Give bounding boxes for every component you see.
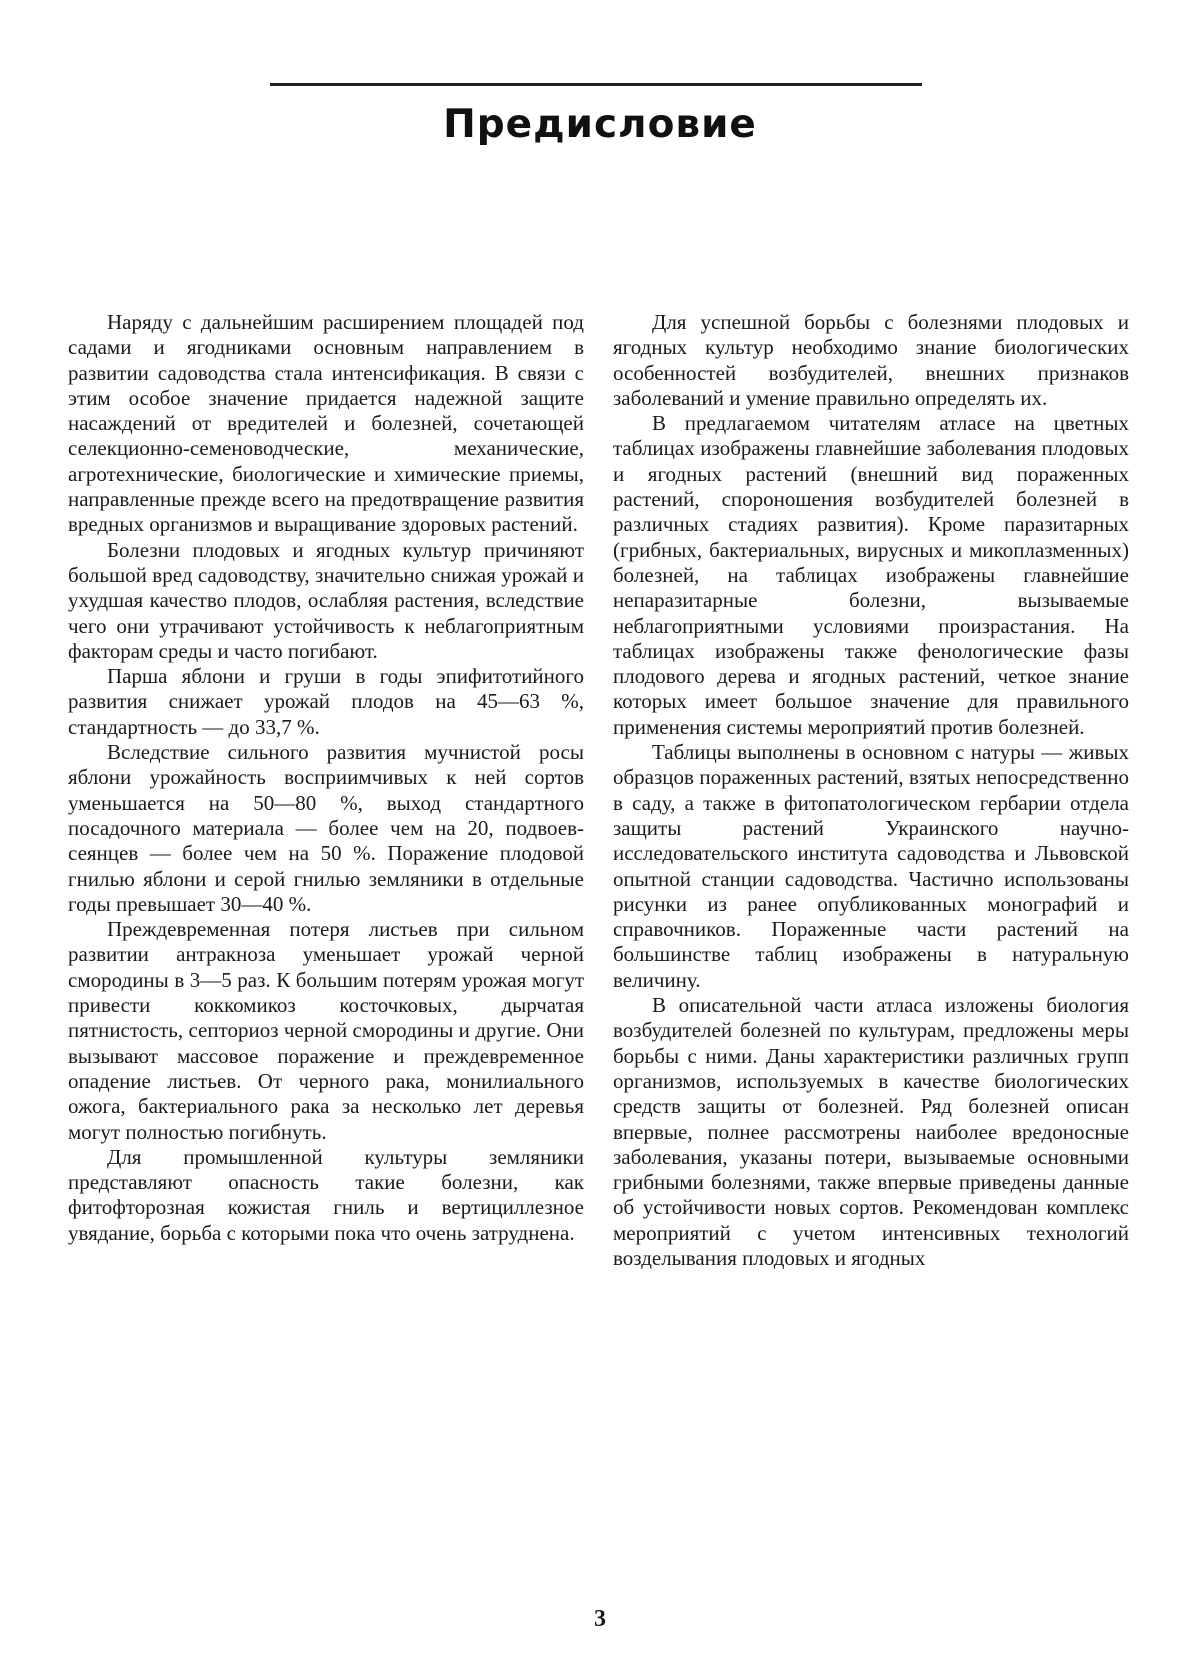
- paragraph: Парша яблони и груши в годы эпифитотийного развития снижает урожай плодов на 45—63 %, стандартность — до 33,7 %.: [68, 664, 584, 739]
- paragraph: В описательной части атласа изложены биология возбудителей болезней по культурам, предложены меры борьбы с ними. Даны характеристики различных групп организмов, используемых в качестве биологических средств защиты от болезней. Ряд болезней описан впервые, полнее рассмотрены наиболее вредоносные заболевания, указаны потери, вызываемые основными грибными болезнями, также впервые приведены данные об устойчивости новых сортов. Рекомендован комплекс мероприятий с учетом интенсивных технологий возделывания плодовых и ягодных: [613, 993, 1129, 1270]
- left-column: [68, 310, 584, 1246]
- paragraph: Для промышленной культуры земляники представляют опасность такие болезни, как фитофторозная кожистая гниль и вертициллезное увядание, борьба с которыми пока что очень затруднена.: [68, 1144, 584, 1245]
- paragraph: В предлагаемом читателям атласе на цветных таблицах изображены главнейшие заболевания плодовых и ягодных растений (внешний вид пораженных растений, спороношения возбудителей болезней в различных стадиях развития). Кроме паразитарных (грибных, бактериальных, вирусных и микоплазменных) болезней, на таблицах изображены главнейшие непаразитарные болезни, вызываемые неблагоприятными условиями произрастания. На таблицах изображены также фенологические фазы плодового дерева и ягодных растений, четкое знание которых имеет большое значение для правильного применения системы мероприятий против болезней.: [613, 411, 1129, 739]
- paragraph: Наряду с дальнейшим расширением площадей под садами и ягодниками основным направлением в развитии садоводства стала интенсификация. В связи с этим особое значение придается надежной защите насаждений от вредителей и болезней, сочетающей селекционно-семеноводческие, механические, агротехнические, биологические и химические приемы, направленные прежде всего на предотвращение развития вредных организмов и выращивание здоровых растений.: [68, 310, 584, 537]
- page-title: Предисловие: [443, 102, 757, 147]
- paragraph: Болезни плодовых и ягодных культур причиняют большой вред садоводству, значительно снижая урожай и ухудшая качество плодов, ослабляя растения, вследствие чего они утрачивают устойчивость к неблагоприятным факторам среды и часто погибают.: [68, 537, 584, 663]
- paragraph: Преждевременная потеря листьев при сильном развитии антракноза уменьшает урожай черной смородины в 3—5 раз. К большим потерям урожая могут привести коккомикоз косточковых, дырчатая пятнистость, септориоз черной смородины и другие. Они вызывают массовое поражение и преждевременное опадение листьев. От черного рака, монилиального ожога, бактериального рака за несколько лет деревья могут полностью погибнуть.: [68, 917, 584, 1144]
- right-column: [613, 310, 1129, 1271]
- title-rule: [270, 83, 922, 86]
- paragraph: Вследствие сильного развития мучнистой росы яблони урожайность восприимчивых к ней сортов уменьшается на 50—80 %, выход стандартного посадочного материала — более чем на 20, подвоев-сеянцев — более чем на 50 %. Поражение плодовой гнилью яблони и серой гнилью земляники в отдельные годы превышает 30—40 %.: [68, 740, 584, 916]
- paragraph: Таблицы выполнены в основном с натуры — живых образцов пораженных растений, взятых непосредственно в саду, а также в фитопатологическом гербарии отдела защиты растений Украинского научно-исследовательского института садоводства и Львовской опытной станции садоводства. Частично использованы рисунки из ранее опубликованных монографий и справочников. Пораженные части растений на большинстве таблиц изображены в натуральную величину.: [613, 740, 1129, 992]
- paragraph: Для успешной борьбы с болезнями плодовых и ягодных культур необходимо знание биологических особенностей возбудителей, внешних признаков заболеваний и умение правильно определять их.: [613, 310, 1129, 410]
- page-number: 3: [594, 1606, 606, 1632]
